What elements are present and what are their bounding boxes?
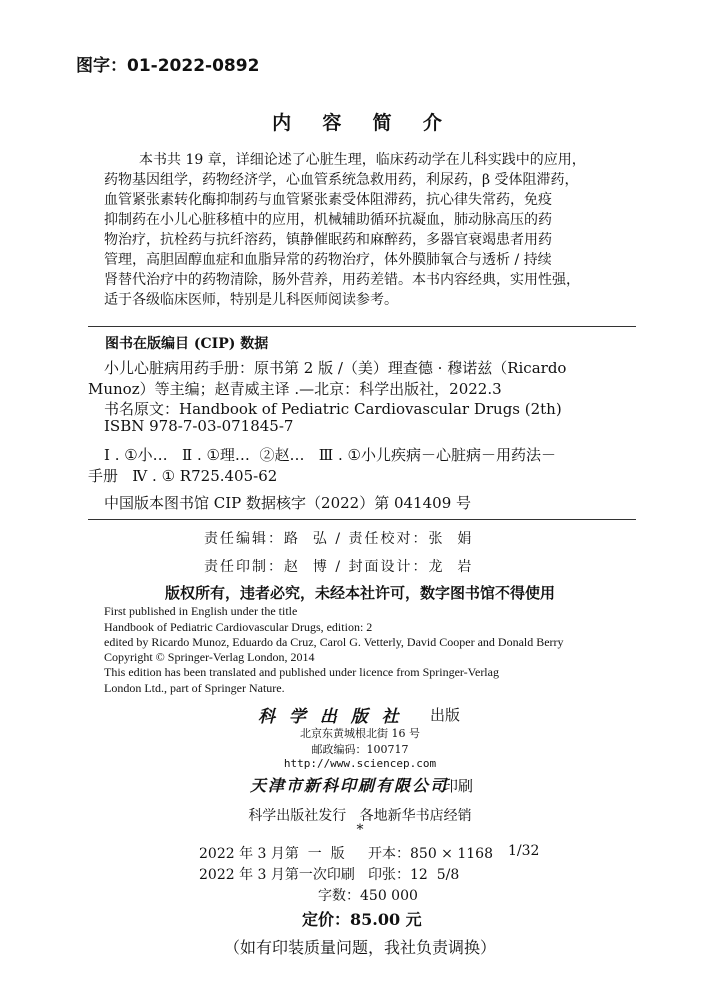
english-line: Copyright © Springer-Verlag London, 2014 — [104, 650, 315, 664]
divider — [88, 519, 636, 520]
publisher-name: 科 学 出 版 社 — [258, 707, 403, 727]
english-line: First published in English under the title — [104, 604, 298, 618]
summary-line: 管理，高胆固醇血症和血脂异常的药物治疗，体外膜肺氧合与透析 / 持续 — [104, 252, 552, 268]
copyright-registration-number: 图字：01-2022-0892 — [76, 56, 260, 76]
summary-line: 物治疗，抗栓药与抗纤溶药，镇静催眠药和麻醉药，多器官衰竭患者用药 — [104, 232, 552, 248]
english-line: This edition has been translated and published under licence from Springer-Verlag — [104, 665, 499, 679]
star-separator: * — [356, 822, 364, 838]
edition-info: 2022 年 3 月第 一 版 — [199, 846, 345, 862]
english-line: edited by Ricardo Munoz, Eduardo da Cruz, Carol G. Vetterly, David Cooper and Donald Berry — [104, 635, 564, 649]
english-line: London Ltd., part of Springer Nature. — [104, 681, 285, 695]
cip-line: 小儿心脏病用药手册：原书第 2 版 /（美）理查德 · 穆诺兹（Ricardo — [104, 359, 567, 377]
quality-notice: （如有印装质量问题，我社负责调换） — [223, 938, 496, 957]
summary-line: 抑制药在小儿心脏移植中的应用，机械辅助循环抗凝血，肺动脉高压的药 — [104, 212, 552, 228]
cip-line: 手册 Ⅳ . ① R725.405-62 — [88, 467, 278, 485]
word-count: 字数：450 000 — [318, 888, 418, 904]
staff-line: 责任印制：赵 博 / 封面设计：龙 岩 — [204, 559, 474, 575]
cip-line: Munoz）等主编；赵青威主译 .—北京：科学出版社，2022.3 — [88, 380, 502, 398]
format-info: 开本：850 × 1168 — [368, 846, 493, 862]
english-line: Handbook of Pediatric Cardiovascular Drugs, edition: 2 — [104, 620, 373, 634]
summary-line: 适于各级临床医师，特别是儿科医师阅读参考。 — [104, 292, 398, 308]
cip-line: ISBN 978-7-03-071845-7 — [104, 417, 294, 435]
staff-line: 责任编辑：路 弘 / 责任校对：张 娟 — [204, 531, 474, 547]
sheet-info: 印张：12 5/8 — [368, 867, 460, 883]
summary-title: 内 容 简 介 — [272, 112, 448, 134]
cip-line: Ⅰ . ①小… Ⅱ . ①理… ②赵… Ⅲ . ①小儿疾病－心脏病－用药法－ — [104, 446, 556, 464]
summary-line: 血管紧张素转化酶抑制药与血管紧张素受体阻滞药，抗心律失常药，免疫 — [104, 192, 552, 208]
summary-line: 药物基因组学，药物经济学，心血管系统急救用药，利尿药，β 受体阻滞药， — [104, 172, 579, 188]
printer-role: 印刷 — [443, 777, 474, 795]
distribution: 科学出版社发行 各地新华书店经销 — [248, 808, 472, 824]
publisher-role: 出版 — [430, 706, 461, 724]
price: 定价：85.00 元 — [302, 910, 422, 929]
publisher-address: 北京东黄城根北街 16 号 — [300, 727, 420, 740]
copyright-notice: 版权所有，违者必究，未经本社许可，数字图书馆不得使用 — [164, 584, 555, 602]
divider — [88, 326, 636, 327]
printer-name: 天津市新科印刷有限公司 — [250, 776, 449, 795]
cip-heading: 图书在版编目 (CIP) 数据 — [105, 336, 269, 352]
publisher-postcode: 邮政编码：100717 — [311, 743, 409, 756]
publisher-website: http://www.sciencep.com — [283, 757, 437, 770]
format-fraction: 1/32 — [508, 843, 540, 859]
summary-line: 本书共 19 章，详细论述了心脏生理，临床药动学在儿科实践中的应用， — [139, 152, 586, 168]
summary-line: 肾替代治疗中的药物清除，肠外营养，用药差错。本书内容经典，实用性强， — [104, 272, 580, 288]
cip-record-number: 中国版本图书馆 CIP 数据核字（2022）第 041409 号 — [104, 494, 472, 512]
printing-info: 2022 年 3 月第一次印刷 — [199, 867, 355, 883]
cip-line: 书名原文：Handbook of Pediatric Cardiovascular Drugs (2th) — [104, 400, 562, 418]
